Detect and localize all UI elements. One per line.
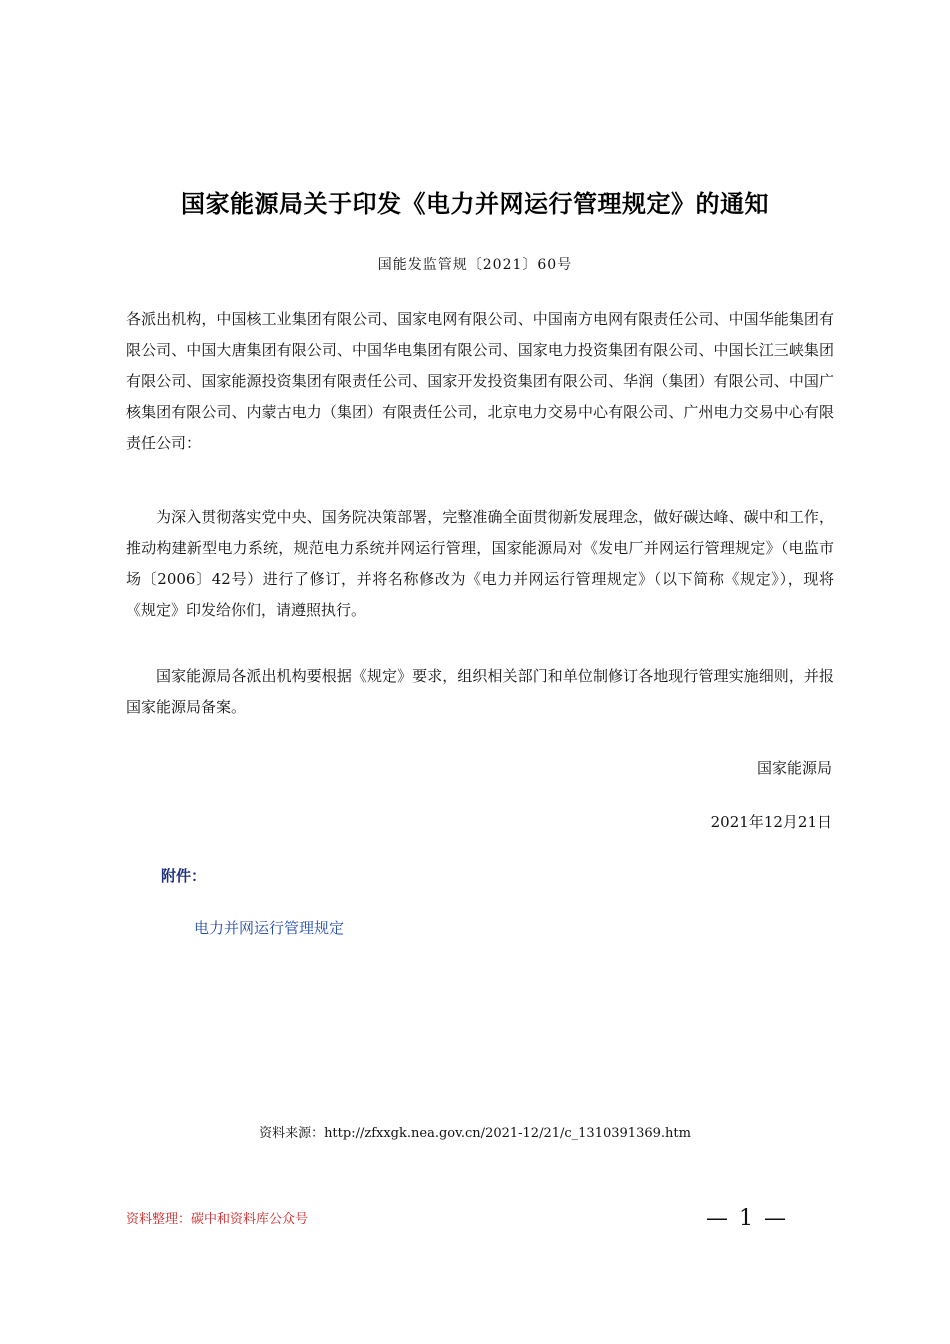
- attachment-link[interactable]: 电力并网运行管理规定: [194, 919, 345, 937]
- body-paragraph-2: 国家能源局各派出机构要根据《规定》要求，组织相关部门和单位制修订各地现行管理实施细则，并报国家能源局备案。: [126, 667, 834, 716]
- addressee-paragraph: 各派出机构，中国核工业集团有限公司、国家电网有限公司、中国南方电网有限责任公司、中国华能集团有限公司、中国大唐集团有限公司、中国华电集团有限公司、国家电力投资集团有限公司、中国长江三峡集团有限公司、国家能源投资集团有限责任公司、国家开发投资集团有限公司、华润（集团）有限公司、中国广核集团有限公司、内蒙古电力（集团）有限责任公司，北京电力交易中心有限公司、广州电力交易中心有限责任公司：: [126, 310, 834, 452]
- source-note: 资料来源：http://zfxxgk.nea.gov.cn/2021-12/21/c_1310391369.htm: [259, 1126, 691, 1141]
- issuing-authority: 国家能源局: [756, 759, 832, 777]
- credit-note: 资料整理：碳中和资料库公众号: [126, 1212, 309, 1227]
- document-title: 国家能源局关于印发《电力并网运行管理规定》的通知: [181, 190, 769, 218]
- attachment-label: 附件：: [161, 867, 207, 885]
- body-paragraph-1: 为深入贯彻落实党中央、国务院决策部署，完整准确全面贯彻新发展理念，做好碳达峰、碳中和工作，推动构建新型电力系统，规范电力系统并网运行管理，国家能源局对《发电厂并网运行管理规定》（电监市场〔2006〕42号）进行了修订，并将名称修改为《电力并网运行管理规定》（以下简称《规定》），现将《规定》印发给你们，请遵照执行。: [126, 508, 834, 619]
- page-number: — 1 —: [706, 1206, 788, 1231]
- document-number: 国能发监管规〔2021〕60号: [377, 257, 573, 273]
- issue-date: 2021年12月21日: [710, 813, 832, 831]
